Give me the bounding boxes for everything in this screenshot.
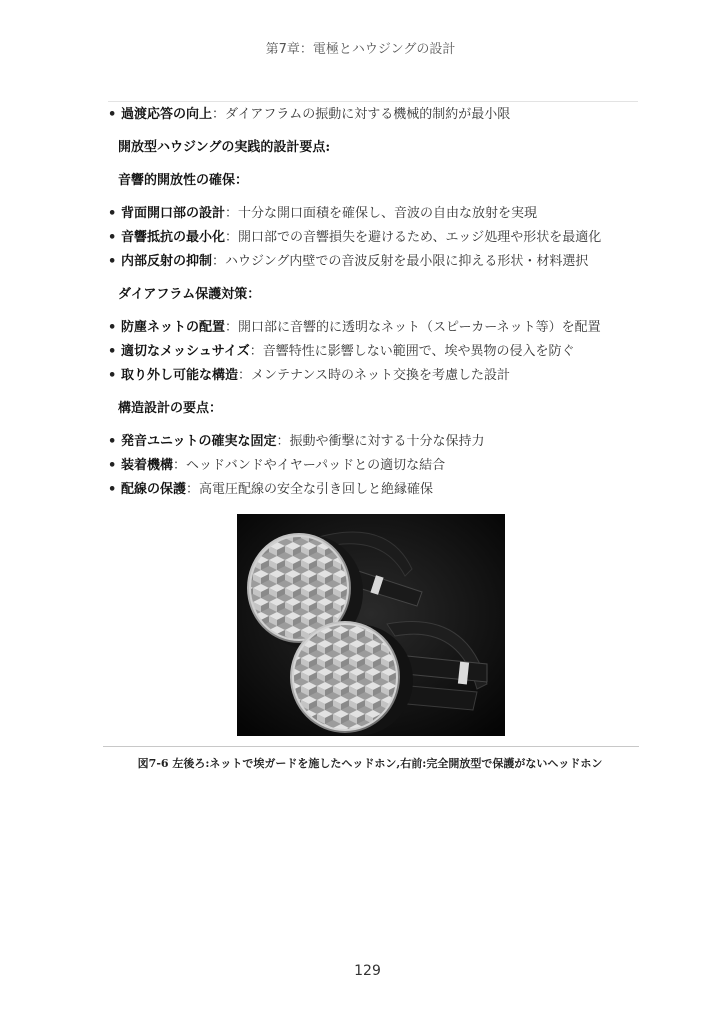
bullet-icon: • (108, 230, 117, 245)
bullet-icon: • (108, 482, 117, 497)
headphones-illustration (237, 514, 505, 736)
item-text: ：ダイアフラムの振動に対する機械的制約が最小限 (212, 107, 511, 122)
bullet-icon: • (108, 344, 117, 359)
bullet-icon: • (108, 434, 117, 449)
item-label: 防塵ネットの配置 (121, 320, 226, 335)
list-item (108, 430, 648, 454)
subsection-heading: 音響的開放性の確保： (118, 173, 249, 188)
item-text: ：ヘッドバンドやイヤーパッドとの適切な結合 (173, 458, 446, 473)
item-text: ：ハウジング内壁での音波反射を最小限に抑える形状・材料選択 (212, 254, 589, 269)
list-item (108, 202, 648, 226)
item-text: ：十分な開口面積を確保し、音波の自由な放射を実現 (225, 206, 538, 221)
bullet-icon: • (108, 320, 117, 335)
list-item (108, 103, 648, 127)
item-text: ：開口部での音響損失を避けるため、エッジ処理や形状を最適化 (225, 230, 602, 245)
list-item (108, 454, 648, 478)
item-label: 音響抵抗の最小化 (121, 230, 226, 245)
list-item (108, 364, 648, 388)
item-label: 取り外し可能な構造 (121, 368, 239, 383)
item-label: 背面開口部の設計 (121, 206, 226, 221)
item-text: ：高電圧配線の安全な引き回しと絶縁確保 (186, 482, 434, 497)
headphones-photo (237, 514, 505, 736)
section-main-heading: 開放型ハウジングの実践的設計要点: (118, 140, 331, 155)
page-number: 129 (354, 963, 381, 979)
item-text: ：振動や衝撃に対する十分な保持力 (276, 434, 485, 449)
item-text: ：開口部に音響的に透明なネット（スピーカーネット等）を配置 (225, 320, 601, 335)
bullet-list (108, 316, 648, 388)
list-item (108, 478, 648, 502)
item-label: 発音ユニットの確実な固定 (121, 434, 277, 449)
item-label: 装着機構 (121, 458, 174, 473)
running-header: 第7章：電極とハウジングの設計 (265, 42, 456, 57)
figure-caption: 図7-6 左後ろ:ネットで埃ガードを施したヘッドホン,右前:完全開放型で保護がないヘッドホン (137, 757, 603, 770)
item-label: 適切なメッシュサイズ (121, 344, 250, 359)
item-text: ：メンテナンス時のネット交換を考慮した設計 (238, 368, 510, 383)
header-divider (108, 101, 638, 102)
page-body (108, 103, 648, 502)
item-text: ：音響特性に影響しない範囲で、埃や異物の侵入を防ぐ (249, 344, 575, 359)
bullet-icon: • (108, 458, 117, 473)
bullet-list (108, 202, 648, 274)
subsection-heading: ダイアフラム保護対策： (118, 287, 261, 302)
item-label: 過渡応答の向上 (121, 107, 213, 122)
bullet-icon: • (108, 254, 117, 269)
bullet-icon: • (108, 107, 117, 122)
item-label: 配線の保護 (121, 482, 187, 497)
figure-divider (103, 746, 639, 747)
list-item (108, 226, 648, 250)
list-item (108, 250, 648, 274)
bullet-list (108, 430, 648, 502)
bullet-icon: • (108, 206, 117, 221)
list-item (108, 316, 648, 340)
list-item (108, 340, 648, 364)
subsection-heading: 構造設計の要点： (118, 401, 223, 416)
item-label: 内部反射の抑制 (121, 254, 213, 269)
bullet-icon: • (108, 368, 117, 383)
